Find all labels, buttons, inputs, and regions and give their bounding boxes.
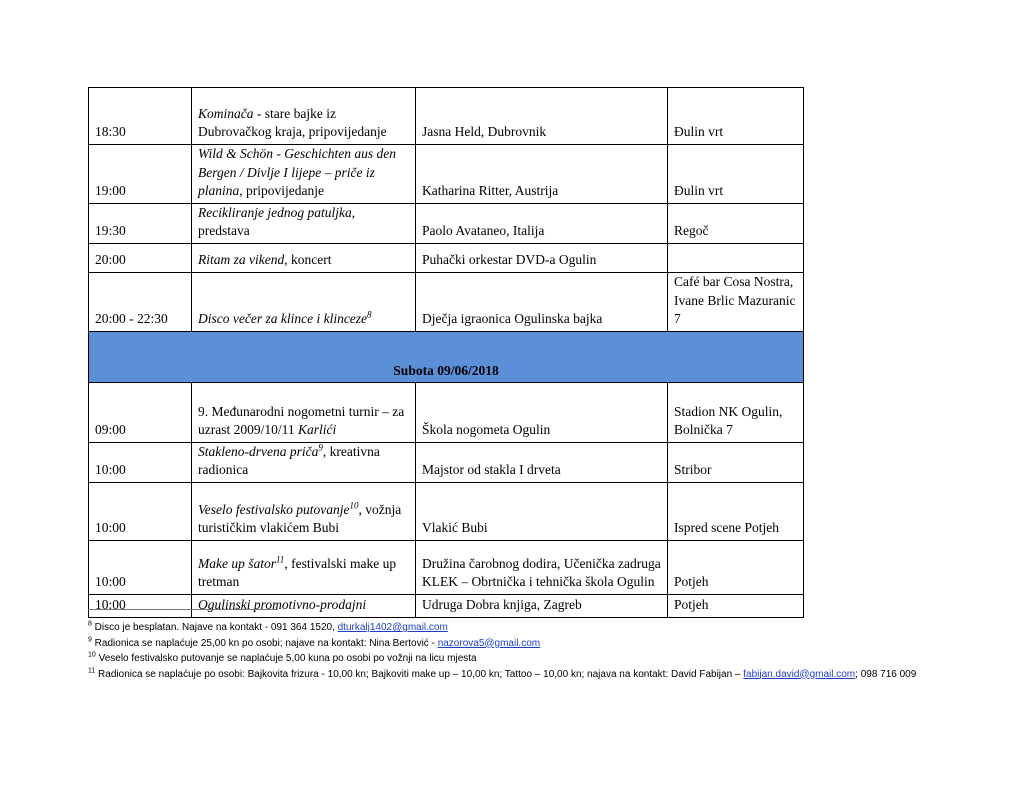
- performer-cell: Majstor od stakla I drveta: [416, 442, 668, 482]
- day-header: Subota 09/06/2018: [89, 331, 804, 382]
- location-cell: Regoč: [668, 203, 804, 243]
- event-title: Karlići: [297, 422, 337, 438]
- event-title: Make up šator: [198, 555, 276, 571]
- event-cell: [192, 540, 416, 594]
- time-cell: 10:00: [89, 442, 192, 482]
- location-cell: Potjeh: [668, 594, 804, 617]
- performer-cell: Vlakić Bubi: [416, 482, 668, 540]
- table-row: [89, 203, 804, 243]
- performer-cell: Paolo Avataneo, Italija: [416, 203, 668, 243]
- footnote-text-after: ; 098 716 009: [855, 668, 917, 680]
- time-cell: 20:00: [89, 243, 192, 272]
- event-title: Ritam za vikend: [198, 252, 285, 268]
- performer-cell: Udruga Dobra knjiga, Zagreb: [416, 594, 668, 617]
- event-description: , kreativna radionica: [198, 443, 380, 478]
- table-row: [89, 272, 804, 331]
- event-title: Stakleno-drvena priča: [198, 443, 319, 459]
- event-title: Veselo festivalsko putovanje: [198, 501, 350, 517]
- time-cell: 19:00: [89, 145, 192, 204]
- performer-cell: Družina čarobnog dodira, Učenička zadruga KLEK – Obrtnička i tehnička škola Ogulin: [416, 540, 668, 594]
- event-title: Disco večer za klince i klinceze: [198, 311, 368, 327]
- table-row: [89, 442, 804, 482]
- schedule-table: [88, 87, 804, 618]
- event-cell: [192, 272, 416, 331]
- event-cell: [192, 382, 416, 442]
- location-cell: Potjeh: [668, 540, 804, 594]
- footnote-ref: 10: [349, 500, 359, 511]
- event-cell: [192, 203, 416, 243]
- table-row: [89, 482, 804, 540]
- location-cell: Stadion NK Ogulin, Bolnička 7: [668, 382, 804, 442]
- time-cell: 09:00: [89, 382, 192, 442]
- footnote-separator: [88, 609, 278, 610]
- location-cell: [668, 243, 804, 272]
- time-cell: 19:30: [89, 203, 192, 243]
- footnote-text: Radionica se naplaćuje po osobi: Bajkovita frizura - 10,00 kn; Bajkoviti make up – 10,00 kn; Tattoo – 10,00 kn; najava na kontakt: David Fabijan –: [95, 668, 744, 680]
- time-cell: 10:00: [89, 540, 192, 594]
- footnote: [88, 667, 968, 683]
- day-header-row: [89, 331, 804, 382]
- event-description: - stare bajke iz Dubrovačkog kraja, pripovijedanje: [198, 105, 387, 140]
- email-link[interactable]: fabijan.david@gmail.com: [743, 668, 856, 680]
- event-cell: [192, 88, 416, 145]
- event-description: , predstava: [198, 204, 356, 239]
- event-cell: [192, 442, 416, 482]
- table-row: [89, 88, 804, 145]
- time-cell: 10:00: [89, 482, 192, 540]
- location-cell: Café bar Cosa Nostra, Ivane Brlic Mazuranic 7: [668, 272, 804, 331]
- performer-cell: Katharina Ritter, Austrija: [416, 145, 668, 204]
- time-cell: 20:00 - 22:30: [89, 272, 192, 331]
- footnote-number: 10: [88, 651, 96, 659]
- footnote-ref: 9: [318, 442, 323, 453]
- footnote-number: 11: [88, 667, 96, 675]
- location-cell: Đulin vrt: [668, 88, 804, 145]
- time-cell: 10:00: [89, 594, 192, 617]
- footnote-number: 9: [88, 636, 92, 644]
- event-cell: [192, 145, 416, 204]
- event-title: Kominača: [198, 105, 254, 121]
- performer-cell: Škola nogometa Ogulin: [416, 382, 668, 442]
- event-description: , festivalski make up tretman: [198, 555, 397, 590]
- email-link[interactable]: nazorova5@gmail.com: [437, 637, 541, 649]
- footnote-number: 8: [88, 620, 92, 628]
- footnote-text: Disco je besplatan. Najave na kontakt - 091 364 1520,: [91, 622, 338, 633]
- footnote-ref: 11: [276, 554, 285, 565]
- performer-cell: Puhački orkestar DVD-a Ogulin: [416, 243, 668, 272]
- time-cell: 18:30: [89, 88, 192, 145]
- table-row: [89, 594, 804, 617]
- table-row: [89, 540, 804, 594]
- table-row: [89, 145, 804, 204]
- performer-cell: Dječja igraonica Ogulinska bajka: [416, 272, 668, 331]
- event-description: , pripovijedanje: [239, 183, 324, 199]
- footnote: [88, 636, 968, 652]
- event-description: , koncert: [284, 252, 332, 268]
- table-row: [89, 243, 804, 272]
- footnote: [88, 620, 968, 636]
- event-cell: [192, 594, 416, 617]
- event-cell: [192, 482, 416, 540]
- event-title: Ogulinski promotivno-prodajni: [198, 597, 367, 613]
- performer-cell: Jasna Held, Dubrovnik: [416, 88, 668, 145]
- event-title: Recikliranje jednog patuljka: [198, 204, 352, 220]
- event-cell: [192, 243, 416, 272]
- footnotes: [88, 620, 968, 682]
- footnote-text: Radionica se naplaćuje 25,00 kn po osobi; najave na kontakt: Nina Bertović -: [91, 637, 438, 649]
- location-cell: Đulin vrt: [668, 145, 804, 204]
- event-prefix: 9. Međunarodni nogometni turnir – za uzrast 2009/10/11: [198, 403, 405, 438]
- location-cell: Stribor: [668, 442, 804, 482]
- footnote: [88, 651, 968, 667]
- table-row: [89, 382, 804, 442]
- footnote-ref: 8: [367, 309, 372, 320]
- event-description: , vožnja turističkim vlakićem Bubi: [198, 501, 402, 536]
- email-link[interactable]: dturkalj1402@gmail.com: [337, 622, 448, 633]
- footnote-text: Veselo festivalsko putovanje se naplaćuje 5,00 kuna po osobi po vožnji na licu mjesta: [95, 653, 477, 664]
- location-cell: Ispred scene Potjeh: [668, 482, 804, 540]
- event-title: Wild & Schön - Geschichten aus den Bergen / Divlje I lijepe – priče iz planina: [198, 146, 396, 199]
